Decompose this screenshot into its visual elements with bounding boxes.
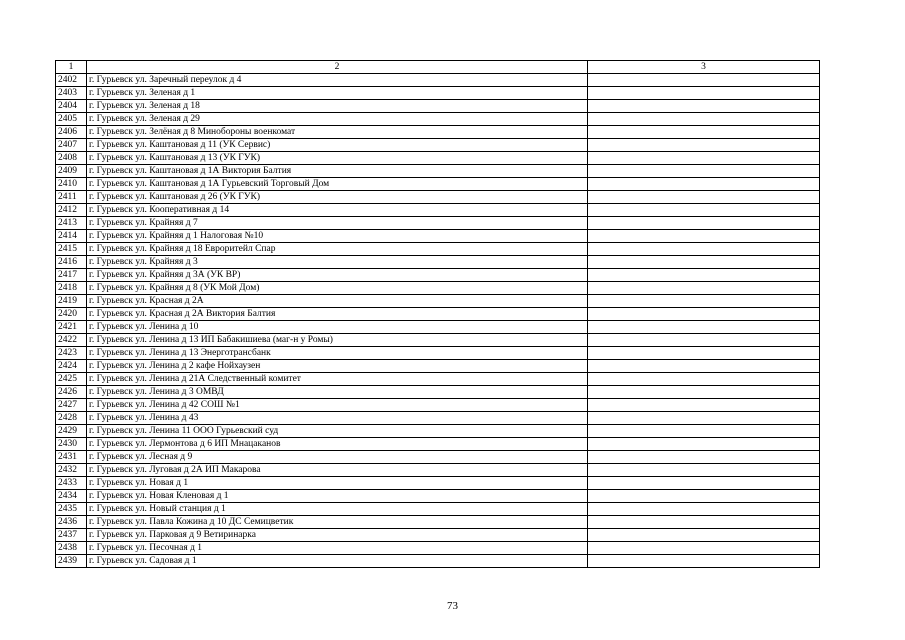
header-cell-1: 1 — [56, 61, 87, 74]
row-address-cell: г. Гурьевск ул. Новая Кленовая д 1 — [87, 490, 588, 503]
row-col3-cell — [588, 243, 820, 256]
table-row — [56, 438, 820, 451]
row-address-cell: г. Гурьевск ул. Ленина д 13 Энерготрансбанк — [87, 347, 588, 360]
table-row — [56, 542, 820, 555]
row-number-cell: 2410 — [56, 178, 87, 191]
row-col3-cell — [588, 191, 820, 204]
header-cell-3: 3 — [588, 61, 820, 74]
row-col3-cell — [588, 555, 820, 568]
row-number-cell: 2433 — [56, 477, 87, 490]
row-number-cell: 2418 — [56, 282, 87, 295]
row-address-cell: г. Гурьевск ул. Зеленая д 29 — [87, 113, 588, 126]
header-cell-2: 2 — [87, 61, 588, 74]
table-row — [56, 308, 820, 321]
table-row — [56, 334, 820, 347]
row-col3-cell — [588, 113, 820, 126]
row-address-cell: г. Гурьевск ул. Каштановая д 11 (УК Сервис) — [87, 139, 588, 152]
row-col3-cell — [588, 295, 820, 308]
table-row — [56, 165, 820, 178]
row-col3-cell — [588, 438, 820, 451]
row-address-cell: г. Гурьевск ул. Ленина д 3 ОМВД — [87, 386, 588, 399]
row-address-cell: г. Гурьевск ул. Крайняя д 7 — [87, 217, 588, 230]
row-col3-cell — [588, 321, 820, 334]
row-col3-cell — [588, 464, 820, 477]
row-col3-cell — [588, 217, 820, 230]
table-row — [56, 152, 820, 165]
table-row — [56, 191, 820, 204]
table-row — [56, 113, 820, 126]
row-address-cell: г. Гурьевск ул. Крайняя д 3 — [87, 256, 588, 269]
row-number-cell: 2417 — [56, 269, 87, 282]
address-table — [55, 60, 820, 568]
row-number-cell: 2406 — [56, 126, 87, 139]
row-address-cell: г. Гурьевск ул. Ленина д 2 кафе Нойхаузен — [87, 360, 588, 373]
row-number-cell: 2425 — [56, 373, 87, 386]
table-row — [56, 347, 820, 360]
row-col3-cell — [588, 373, 820, 386]
row-address-cell: г. Гурьевск ул. Красная д 2А Виктория Балтия — [87, 308, 588, 321]
row-col3-cell — [588, 178, 820, 191]
table-body — [56, 61, 820, 568]
row-col3-cell — [588, 451, 820, 464]
row-address-cell: г. Гурьевск ул. Ленина д 10 — [87, 321, 588, 334]
row-address-cell: г. Гурьевск ул. Ленина д 43 — [87, 412, 588, 425]
row-number-cell: 2437 — [56, 529, 87, 542]
table-row — [56, 516, 820, 529]
table-row — [56, 529, 820, 542]
table-row — [56, 243, 820, 256]
table-row — [56, 477, 820, 490]
row-col3-cell — [588, 529, 820, 542]
table-row — [56, 87, 820, 100]
table-row — [56, 360, 820, 373]
row-col3-cell — [588, 360, 820, 373]
row-address-cell: г. Гурьевск ул. Каштановая д 13 (УК ГУК) — [87, 152, 588, 165]
row-address-cell: г. Гурьевск ул. Крайняя д 1 Налоговая №10 — [87, 230, 588, 243]
table-row — [56, 503, 820, 516]
row-number-cell: 2413 — [56, 217, 87, 230]
row-col3-cell — [588, 74, 820, 87]
row-number-cell: 2416 — [56, 256, 87, 269]
row-address-cell: г. Гурьевск ул. Заречный переулок д 4 — [87, 74, 588, 87]
row-number-cell: 2435 — [56, 503, 87, 516]
row-number-cell: 2436 — [56, 516, 87, 529]
table-row — [56, 139, 820, 152]
row-number-cell: 2439 — [56, 555, 87, 568]
row-number-cell: 2431 — [56, 451, 87, 464]
row-address-cell: г. Гурьевск ул. Ленина д 21А Следственный комитет — [87, 373, 588, 386]
page-number: 73 — [447, 600, 458, 612]
row-address-cell: г. Гурьевск ул. Крайняя д 18 Евроритейл Спар — [87, 243, 588, 256]
row-number-cell: 2422 — [56, 334, 87, 347]
table-row — [56, 490, 820, 503]
row-number-cell: 2402 — [56, 74, 87, 87]
row-address-cell: г. Гурьевск ул. Лесная д 9 — [87, 451, 588, 464]
row-number-cell: 2421 — [56, 321, 87, 334]
row-address-cell: г. Гурьевск ул. Красная д 2А — [87, 295, 588, 308]
row-col3-cell — [588, 230, 820, 243]
table-row — [56, 464, 820, 477]
table-header-row — [56, 61, 820, 74]
table-row — [56, 451, 820, 464]
row-number-cell: 2438 — [56, 542, 87, 555]
table-row — [56, 321, 820, 334]
table-row — [56, 282, 820, 295]
row-col3-cell — [588, 334, 820, 347]
row-col3-cell — [588, 165, 820, 178]
row-col3-cell — [588, 425, 820, 438]
table-row — [56, 217, 820, 230]
row-number-cell: 2408 — [56, 152, 87, 165]
row-number-cell: 2404 — [56, 100, 87, 113]
row-col3-cell — [588, 282, 820, 295]
row-address-cell: г. Гурьевск ул. Новая д 1 — [87, 477, 588, 490]
row-address-cell: г. Гурьевск ул. Зеленая д 1 — [87, 87, 588, 100]
row-col3-cell — [588, 308, 820, 321]
table-row — [56, 256, 820, 269]
row-col3-cell — [588, 477, 820, 490]
row-number-cell: 2429 — [56, 425, 87, 438]
row-number-cell: 2419 — [56, 295, 87, 308]
row-col3-cell — [588, 503, 820, 516]
row-number-cell: 2430 — [56, 438, 87, 451]
table-row — [56, 230, 820, 243]
row-number-cell: 2405 — [56, 113, 87, 126]
row-address-cell: г. Гурьевск ул. Кооперативная д 14 — [87, 204, 588, 217]
row-col3-cell — [588, 204, 820, 217]
table-row — [56, 295, 820, 308]
row-address-cell: г. Гурьевск ул. Лермонтова д 6 ИП Мнацаканов — [87, 438, 588, 451]
row-address-cell: г. Гурьевск ул. Зелёная д 8 Минобороны военкомат — [87, 126, 588, 139]
row-address-cell: г. Гурьевск ул. Парковая д 9 Ветиринарка — [87, 529, 588, 542]
row-col3-cell — [588, 152, 820, 165]
row-number-cell: 2414 — [56, 230, 87, 243]
row-number-cell: 2409 — [56, 165, 87, 178]
table-row — [56, 204, 820, 217]
row-address-cell: г. Гурьевск ул. Крайняя д 3А (УК ВР) — [87, 269, 588, 282]
row-address-cell: г. Гурьевск ул. Ленина 11 ООО Гурьевский суд — [87, 425, 588, 438]
row-col3-cell — [588, 542, 820, 555]
row-number-cell: 2412 — [56, 204, 87, 217]
row-address-cell: г. Гурьевск ул. Новый станция д 1 — [87, 503, 588, 516]
row-col3-cell — [588, 126, 820, 139]
row-number-cell: 2411 — [56, 191, 87, 204]
row-address-cell: г. Гурьевск ул. Крайняя д 8 (УК Мой Дом) — [87, 282, 588, 295]
row-col3-cell — [588, 139, 820, 152]
row-address-cell: г. Гурьевск ул. Каштановая д 1А Виктория Балтия — [87, 165, 588, 178]
row-col3-cell — [588, 516, 820, 529]
table-row — [56, 126, 820, 139]
row-number-cell: 2427 — [56, 399, 87, 412]
table-row — [56, 269, 820, 282]
row-number-cell: 2423 — [56, 347, 87, 360]
row-address-cell: г. Гурьевск ул. Каштановая д 1А Гурьевский Торговый Дом — [87, 178, 588, 191]
row-address-cell: г. Гурьевск ул. Луговая д 2А ИП Макарова — [87, 464, 588, 477]
row-number-cell: 2403 — [56, 87, 87, 100]
row-address-cell: г. Гурьевск ул. Павла Кожина д 10 ДС Семицветик — [87, 516, 588, 529]
row-number-cell: 2424 — [56, 360, 87, 373]
row-col3-cell — [588, 347, 820, 360]
row-col3-cell — [588, 412, 820, 425]
row-number-cell: 2420 — [56, 308, 87, 321]
table-row — [56, 425, 820, 438]
row-col3-cell — [588, 269, 820, 282]
row-number-cell: 2407 — [56, 139, 87, 152]
row-col3-cell — [588, 87, 820, 100]
row-col3-cell — [588, 100, 820, 113]
row-address-cell: г. Гурьевск ул. Садовая д 1 — [87, 555, 588, 568]
row-number-cell: 2426 — [56, 386, 87, 399]
row-col3-cell — [588, 399, 820, 412]
table-row — [56, 74, 820, 87]
table-row — [56, 399, 820, 412]
row-number-cell: 2428 — [56, 412, 87, 425]
table-row — [56, 373, 820, 386]
table-row — [56, 555, 820, 568]
row-number-cell: 2434 — [56, 490, 87, 503]
row-address-cell: г. Гурьевск ул. Зеленая д 18 — [87, 100, 588, 113]
row-col3-cell — [588, 490, 820, 503]
table-row — [56, 100, 820, 113]
row-address-cell: г. Гурьевск ул. Каштановая д 26 (УК ГУК) — [87, 191, 588, 204]
row-number-cell: 2415 — [56, 243, 87, 256]
row-address-cell: г. Гурьевск ул. Ленина д 42 СОШ №1 — [87, 399, 588, 412]
row-col3-cell — [588, 386, 820, 399]
row-number-cell: 2432 — [56, 464, 87, 477]
row-address-cell: г. Гурьевск ул. Ленина д 13 ИП Бабакишиева (маг-н у Ромы) — [87, 334, 588, 347]
table-row — [56, 386, 820, 399]
row-col3-cell — [588, 256, 820, 269]
table-row — [56, 178, 820, 191]
row-address-cell: г. Гурьевск ул. Песочная д 1 — [87, 542, 588, 555]
table-row — [56, 412, 820, 425]
